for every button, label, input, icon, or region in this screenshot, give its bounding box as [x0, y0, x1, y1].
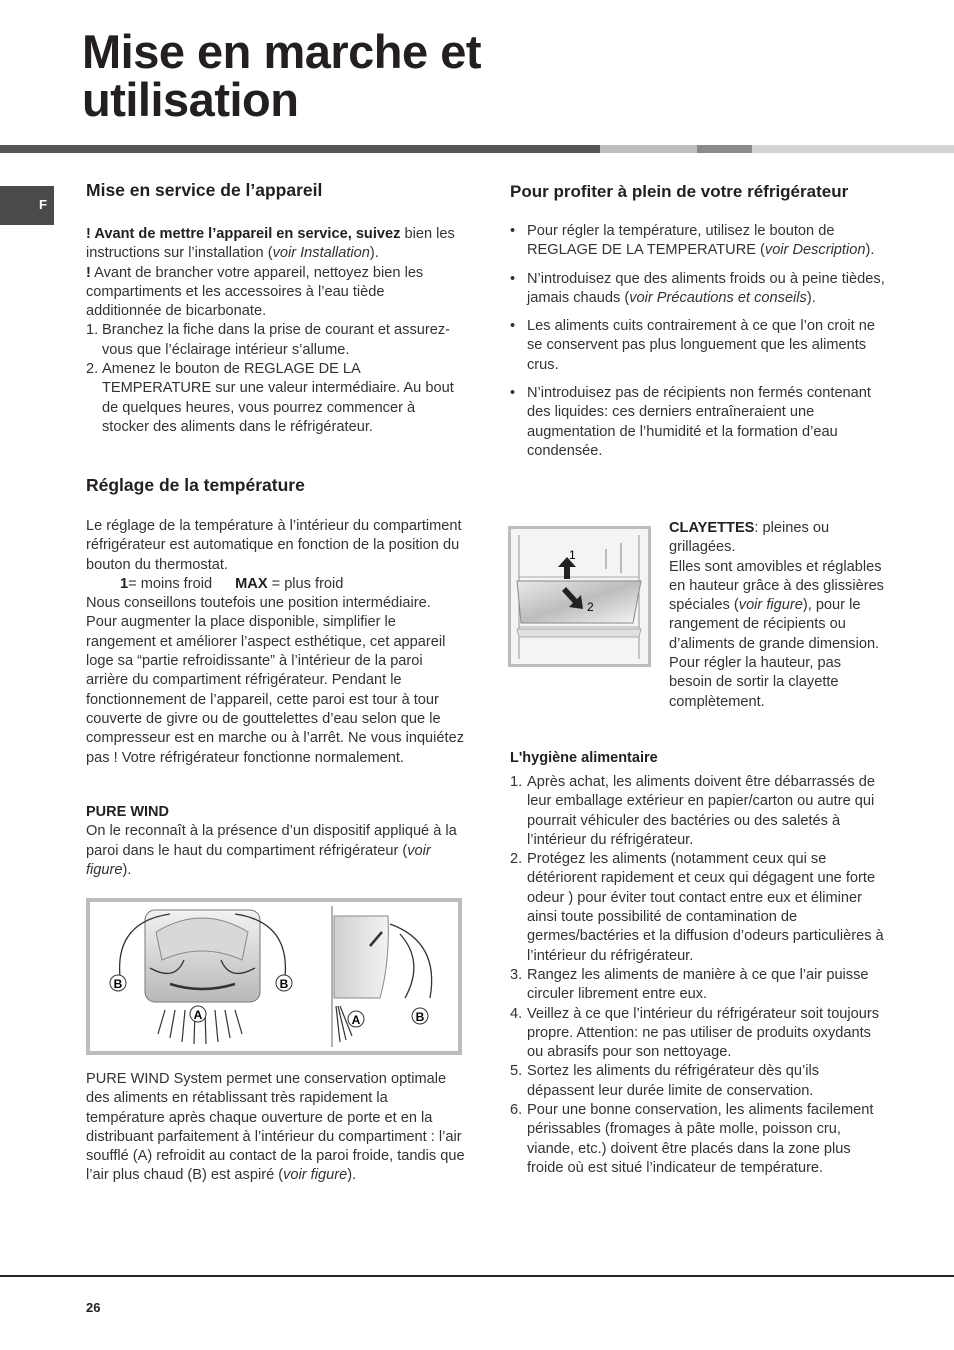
pure-wind-illustration — [90, 902, 458, 1051]
list-item — [510, 966, 888, 1005]
reglage-details: Nous conseillons toutefois une position intermédiaire. Pour augmenter la place disponible, simplifier le rangement et améliorer l’aspect esthétique, cet appareil loge sa “partie refroidissante” à l’intérieur de la paroi arrière du compartiment réfrigérateur. Pendant le fonctionnement de l’appareil, cette paroi est tour à tour couverte de givre ou de gouttelettes d’eau selon que le compresseur est en marche ou à l’arrêt. Ne vous inquiétez pas ! Votre réfrigérateur fonctionne normalement. — [86, 595, 464, 766]
pure-wind-description — [86, 1070, 466, 1186]
shelf-text-3: ), pour le rangement de récipients ou d’aliments de grande dimension. Pour régler la hauteur, pas besoin de sortir la clayette complètement. — [669, 597, 880, 710]
step-number: 1. — [86, 322, 99, 339]
reglage-body — [86, 517, 464, 768]
hygiene-text: Après achat, les aliments doivent être débarrassés de leur emballage extérieur en papier/carton ou autre qui pourrait véhiculer des bactéries ou des saletés à l’intérieur du réfrigérateur. — [527, 774, 876, 848]
setup-steps — [86, 321, 464, 437]
tip-end: ). — [806, 289, 816, 306]
pure-wind-system-text — [86, 1070, 466, 1186]
section-heading-hygiene: L'hygiène alimentaire — [510, 750, 658, 766]
shelf-text-2: Elles sont amovibles et réglables en hauteur grâce à des glissières spéciales ( — [669, 558, 884, 614]
pure-wind-intro-end: ). — [122, 861, 132, 878]
pure-wind-block — [86, 803, 464, 880]
hygiene-text: Veillez à ce que l’intérieur du réfrigérateur soit toujours propre. Attention: ne pas utiliser de produits oxydants ou abrasifs pour son nettoyage. — [527, 1005, 880, 1061]
hygiene-number: 3. — [510, 966, 523, 983]
warning-install-ref: voir Installation — [272, 245, 370, 262]
pure-wind-intro-ref: voir figure — [86, 842, 431, 878]
tip-text: N’introduisez pas de récipients non fermés contenant des liquides: ces derniers entraîneraient une augmentation de l’humidité et la formation d’eau condensée. — [527, 385, 871, 459]
page-number: 26 — [86, 1300, 101, 1315]
warning-clean-bang: ! — [86, 264, 91, 281]
language-tab — [0, 186, 54, 225]
pure-wind-system-end: ). — [347, 1167, 357, 1184]
tip-text: Les aliments cuits contrairement à ce que l’on croit ne se conservent pas plus longuement que les aliments crus. — [527, 318, 875, 373]
warning-install-text: bien les instructions sur l’installation ( — [86, 226, 455, 262]
tips-block — [510, 222, 888, 470]
hygiene-list — [510, 773, 888, 1178]
figure-label-a-right: A — [351, 1013, 361, 1027]
shelf-figure — [508, 526, 651, 667]
thermostat-scale — [86, 575, 464, 594]
tip-text: N’introduisez que des aliments froids ou à peine tièdes, jamais chauds ( — [527, 270, 885, 306]
header-rule-mid — [697, 145, 752, 153]
hygiene-number: 2. — [510, 851, 523, 868]
list-item — [510, 384, 888, 461]
header-rule-light1 — [600, 145, 697, 153]
hygiene-text: Rangez les aliments de manière à ce que l’air puisse circuler librement entre eux. — [527, 966, 869, 1003]
list-item — [510, 222, 888, 261]
min-text: = moins froid — [128, 575, 213, 592]
list-item — [510, 850, 888, 966]
max-key: MAX — [235, 575, 268, 592]
shelf-text — [669, 519, 884, 558]
pure-wind-figure — [86, 898, 462, 1055]
step-number: 2. — [86, 361, 99, 378]
list-item — [86, 360, 464, 437]
warning-install-end: ). — [369, 245, 379, 262]
reglage-intro: Le réglage de la température à l’intérieur du compartiment réfrigérateur est automatique en fonction de la position du bouton du thermostat. — [86, 518, 462, 573]
tip-ref: voir Description — [764, 242, 866, 259]
max-text: = plus froid — [267, 575, 344, 592]
min-key: 1 — [120, 575, 129, 592]
header-rule-dark — [0, 145, 600, 153]
shelf-illustration — [511, 529, 648, 664]
step-text: Amenez le bouton de REGLAGE DE LA TEMPERATURE sur une valeur intermédiaire. Au bout de quelques heures, vous pourrez commencer à stocker des aliments dans le réfrigérateur. — [102, 361, 454, 435]
shelf-text-more — [669, 558, 884, 712]
shelf-ref: voir figure — [738, 597, 803, 614]
hygiene-text: Pour une bonne conservation, les aliments facilement périssables (fromages à pâte molle, poisson cru, viande, etc.) doivent être placés dans la zone plus froide où est situé l’indicateur de température. — [527, 1102, 874, 1176]
warning-clean — [86, 264, 464, 322]
list-item — [510, 1005, 888, 1063]
pure-wind-intro-text: On le reconnaît à la présence d’un dispositif appliqué à la paroi dans le haut du compartiment réfrigérateur ( — [86, 823, 457, 859]
header-rule-light2 — [752, 145, 954, 153]
tip-ref: voir Précautions et conseils — [629, 289, 807, 306]
pure-wind-heading — [86, 803, 464, 822]
step-text: Branchez la fiche dans la prise de courant et assurez-vous que l’éclairage intérieur s’allume. — [102, 322, 451, 358]
hygiene-number: 1. — [510, 774, 523, 790]
page-title: Mise en marche et utilisation — [82, 25, 482, 126]
tips-list — [510, 222, 888, 461]
list-item — [86, 321, 464, 360]
shelf-label-2: 2 — [587, 600, 594, 614]
section-heading-reglage: Réglage de la température — [86, 475, 305, 495]
section-heading-mise-en-service: Mise en service de l’appareil — [86, 180, 323, 200]
list-item — [510, 317, 888, 375]
tip-end: ). — [865, 242, 875, 259]
footer-rule — [0, 1275, 954, 1277]
figure-label-b-right: B — [279, 977, 289, 991]
shelf-text-1: : pleines ou grillagées. — [669, 520, 830, 556]
shelf-description — [669, 519, 884, 712]
pure-wind-system-body: PURE WIND System permet une conservation optimale des aliments en rétablissant très rapidement la température après chaque ouverture de porte et en la distribuant parfaitement à l’intérieur du compartiment : l’air soufflé (A) refroidit au contact de la paroi froide, tandis que l’air plus chaud (B) est aspiré ( — [86, 1071, 465, 1184]
list-item — [510, 270, 888, 309]
hygiene-number: 5. — [510, 1063, 523, 1080]
figure-label-b-side: B — [415, 1010, 425, 1024]
pure-wind-system-ref: voir figure — [283, 1167, 348, 1184]
figure-label-b-left: B — [113, 977, 123, 991]
shelf-title: CLAYETTES — [669, 520, 755, 536]
list-item — [510, 773, 888, 850]
warning-install-bold: ! Avant de mettre l’appareil en service, suivez — [86, 226, 401, 242]
hygiene-number: 4. — [510, 1005, 523, 1022]
list-item — [510, 1101, 888, 1178]
mise-en-service-body — [86, 225, 464, 437]
warning-install — [86, 225, 464, 264]
pure-wind-heading-text: PURE WIND — [86, 804, 169, 820]
shelf-label-1: 1 — [569, 548, 576, 562]
hygiene-text: Protégez les aliments (notamment ceux qui se détériorent rapidement et ceux qui dégagent une forte odeur ) pour éviter tout contact entre eux et éliminer ainsi toute possibilité de contamination de germes/bactéries et la diffusion d’odeurs particulières à l’intérieur du réfrigérateur. — [527, 851, 884, 964]
hygiene-block — [510, 773, 888, 1178]
figure-label-a-left: A — [193, 1008, 203, 1022]
tip-text: Pour régler la température, utilisez le bouton de REGLAGE DE LA TEMPERATURE ( — [527, 223, 835, 259]
language-tab-label: F — [39, 197, 47, 212]
warning-clean-text: Avant de brancher votre appareil, nettoyez bien les compartiments et les accessoires à l’eau tiède additionnée de bicarbonate. — [86, 264, 424, 320]
pure-wind-intro — [86, 822, 464, 880]
hygiene-text: Sortez les aliments du réfrigérateur dès qu’ils dépassent leur durée limite de conservation. — [527, 1063, 820, 1099]
hygiene-number: 6. — [510, 1102, 523, 1119]
section-heading-profiter: Pour profiter à plein de votre réfrigérateur — [510, 182, 849, 201]
list-item — [510, 1062, 888, 1101]
